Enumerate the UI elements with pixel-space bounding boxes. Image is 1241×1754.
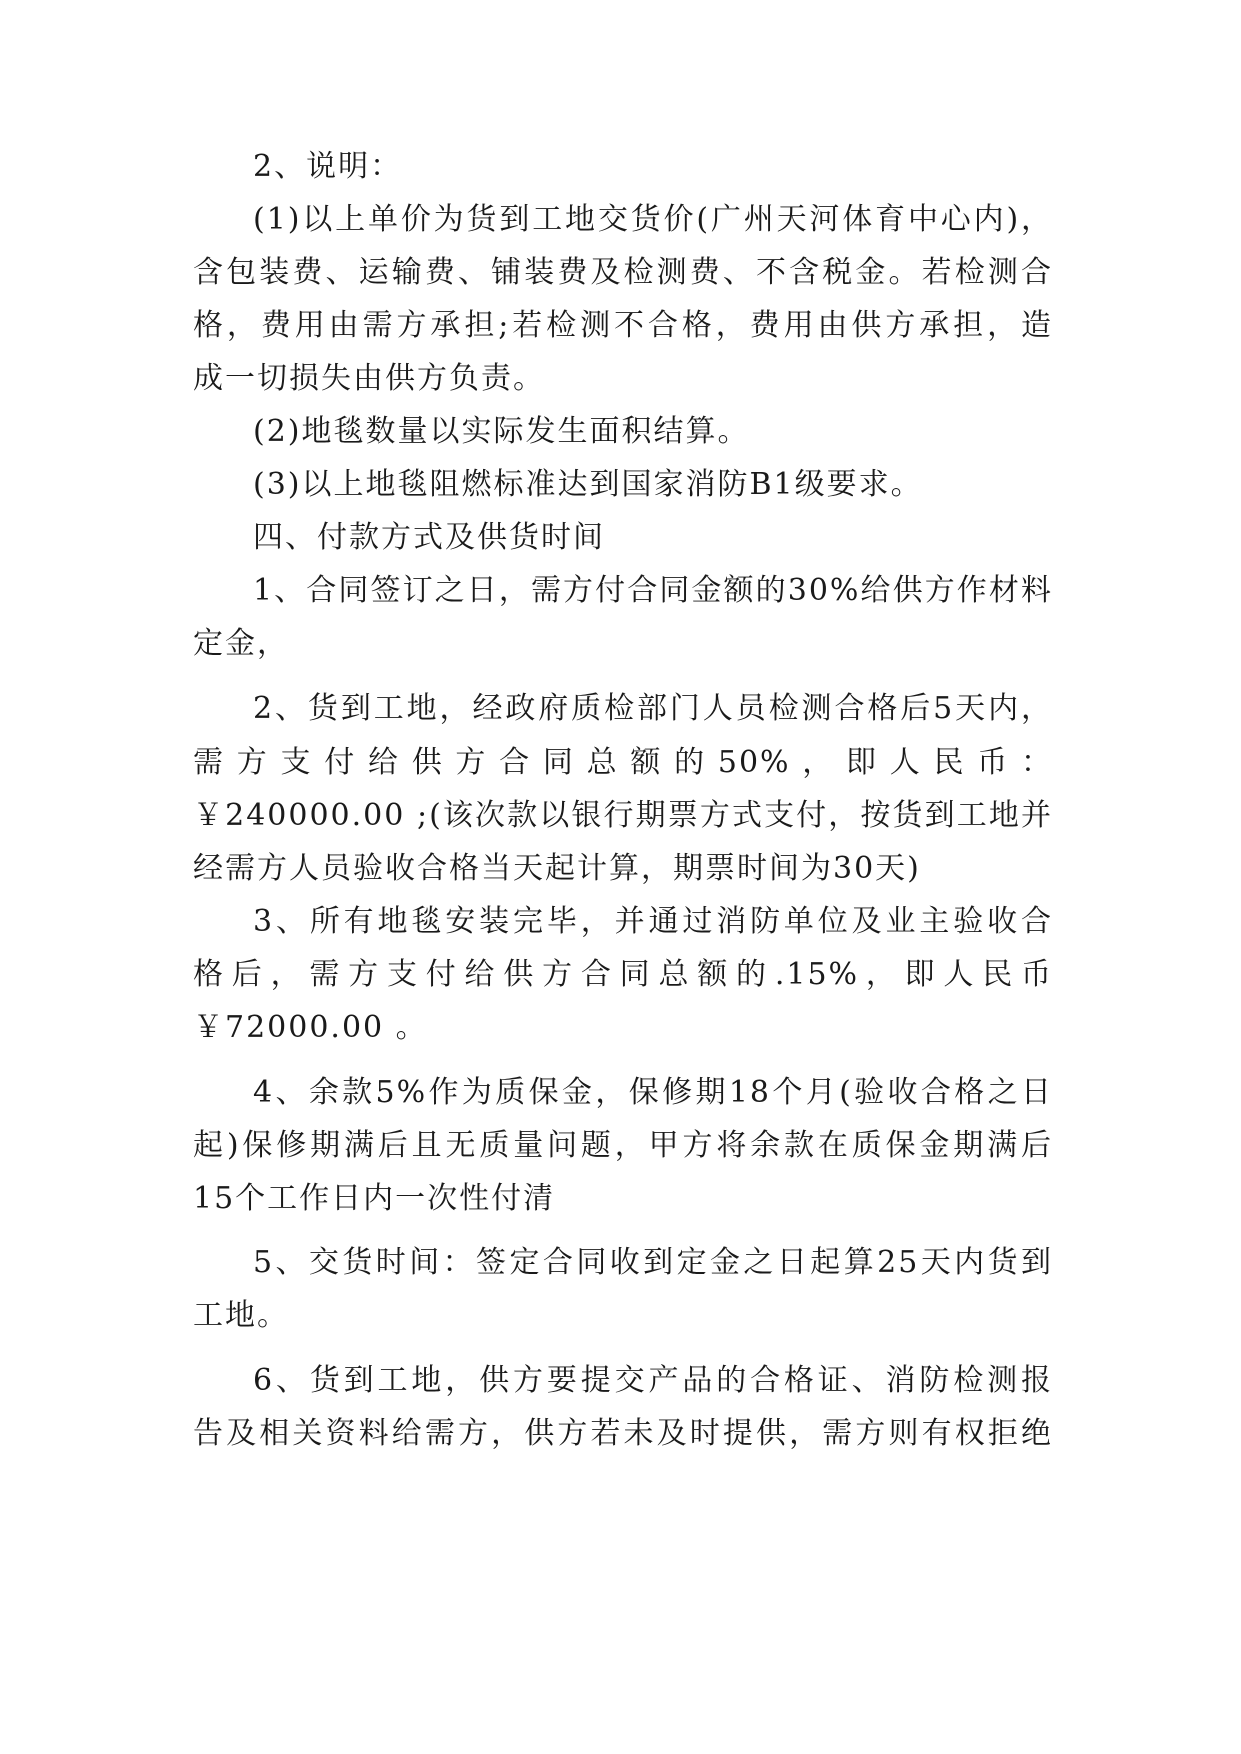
paragraph-line: 15个工作日内一次性付清 <box>193 1181 556 1216</box>
paragraph-line: ￥72000.00 。 <box>193 1010 428 1045</box>
paragraph-line: 含包装费、运输费、铺装费及检测费、不含税金。若检测合 <box>193 255 1053 290</box>
paragraph-line: 格，费用由需方承担;若检测不合格，费用由供方承担，造 <box>193 308 1053 343</box>
paragraph-line: 成一切损失由供方负责。 <box>193 361 545 396</box>
section-heading-payment: 四、付款方式及供货时间 <box>253 520 605 555</box>
paragraph-line: (3)以上地毯阻燃标准达到国家消防B1级要求。 <box>253 467 923 502</box>
section-heading-notes: 2、说明： <box>253 149 403 184</box>
paragraph-line: (1)以上单价为货到工地交货价(广州天河体育中心内)， <box>253 202 1053 237</box>
paragraph-line: 格后，需方支付给供方合同总额的.15%，即人民币 <box>193 957 1053 992</box>
paragraph-line: 3、所有地毯安装完毕，并通过消防单位及业主验收合 <box>253 904 1053 939</box>
paragraph-line: 起)保修期满后且无质量问题，甲方将余款在质保金期满后 <box>193 1128 1053 1163</box>
paragraph-line: 需方支付给供方合同总额的50%，即人民币： <box>193 745 1053 780</box>
paragraph-line: (2)地毯数量以实际发生面积结算。 <box>253 414 750 449</box>
paragraph-line: 定金， <box>193 626 289 661</box>
paragraph-line: 5、交货时间：签定合同收到定金之日起算25天内货到 <box>253 1245 1053 1280</box>
paragraph-line: 告及相关资料给需方，供方若未及时提供，需方则有权拒绝 <box>193 1416 1053 1451</box>
paragraph-line: 1、合同签订之日，需方付合同金额的30%给供方作材料 <box>253 573 1053 608</box>
paragraph-line: 6、货到工地，供方要提交产品的合格证、消防检测报 <box>253 1363 1053 1398</box>
paragraph-line: 4、余款5%作为质保金，保修期18个月(验收合格之日 <box>253 1075 1053 1110</box>
paragraph-line: 2、货到工地，经政府质检部门人员检测合格后5天内， <box>253 691 1053 726</box>
paragraph-line: ￥240000.00 ;(该次款以银行期票方式支付，按货到工地并 <box>193 798 1053 833</box>
paragraph-line: 工地。 <box>193 1298 289 1333</box>
paragraph-line: 经需方人员验收合格当天起计算，期票时间为30天) <box>193 851 921 886</box>
